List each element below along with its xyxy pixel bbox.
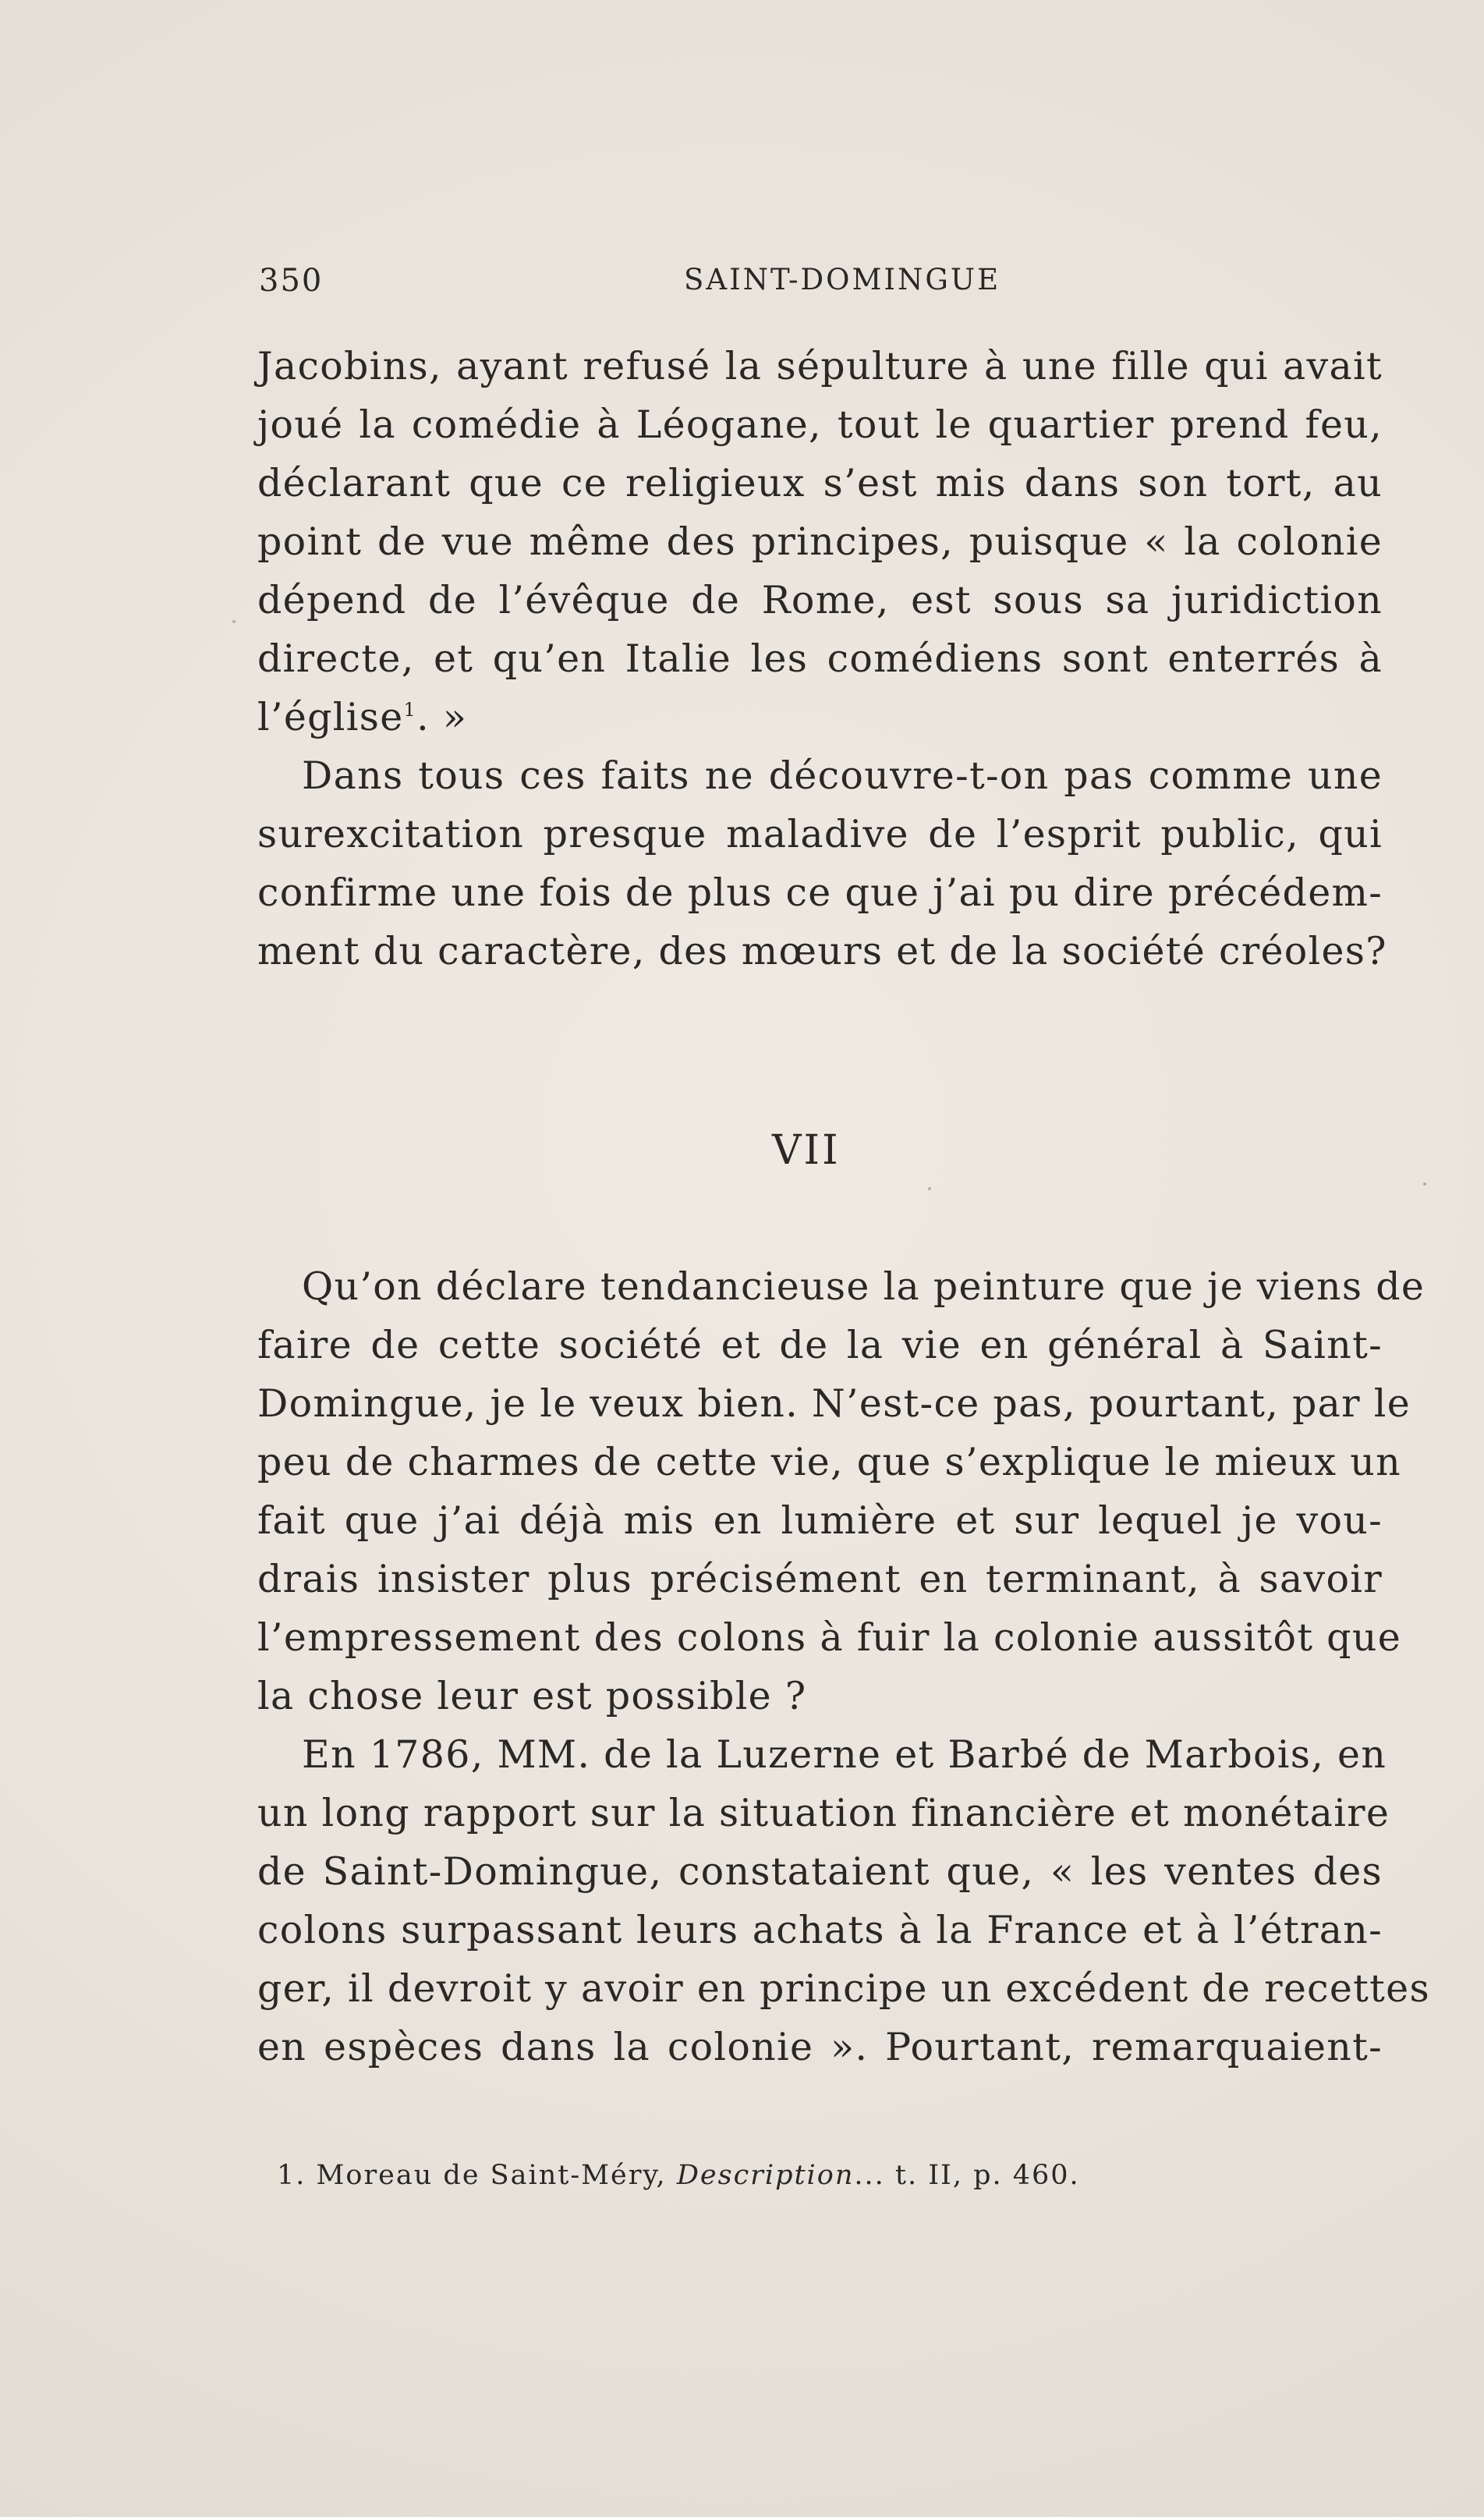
text-line: surexcitation presque maladive de l’esprit public, qui	[257, 812, 1383, 856]
text-line: point de vue même des principes, puisque « la colonie	[257, 519, 1383, 564]
footnote-citation: ... t. II, p. 460.	[854, 2160, 1080, 2191]
text-line: confirme une fois de plus ce que j’ai pu dire précédem-	[257, 870, 1383, 915]
text-line: dépend de l’évêque de Rome, est sous sa juridiction	[257, 578, 1383, 622]
page-header	[259, 263, 1382, 310]
body-text-upper	[257, 337, 1387, 980]
text-line: déclarant que ce religieux s’est mis dans son tort, au	[257, 461, 1383, 505]
footnote-title: Description	[676, 2160, 855, 2191]
body-text-lower	[257, 1257, 1430, 2076]
text-line: de Saint-Domingue, constataient que, « les ventes des	[257, 1849, 1383, 1894]
text-line: joué la comédie à Léogane, tout le quartier prend feu,	[257, 402, 1383, 447]
text-line: directe, et qu’en Italie les comédiens sont enterrés à	[257, 636, 1383, 681]
text-line: Domingue, je le veux bien. N’est-ce pas, pourtant, par le	[257, 1381, 1411, 1426]
text-line: colons surpassant leurs achats à la France et à l’étran-	[257, 1908, 1383, 1952]
section-number: VII	[772, 1127, 841, 1174]
text-line: l’empressement des colons à fuir la colonie aussitôt que	[257, 1615, 1402, 1660]
text-line: la chose leur est possible ?	[257, 1674, 807, 1718]
text-line: fait que j’ai déjà mis en lumière et sur lequel je vou-	[257, 1498, 1383, 1543]
text-line: Jacobins, ayant refusé la sépulture à une fille qui avait	[257, 344, 1383, 388]
text-fragment: . »	[416, 695, 468, 739]
text-line: un long rapport sur la situation financière et monétaire	[257, 1791, 1390, 1835]
text-fragment: l’église	[257, 695, 404, 739]
paper-speck	[928, 1187, 931, 1190]
page-number: 350	[259, 263, 324, 299]
text-line: Qu’on déclare tendancieuse la peinture que je viens de	[302, 1264, 1426, 1309]
text-line: ger, il devroit y avoir en principe un excédent de recettes	[257, 1966, 1430, 2011]
text-line: faire de cette société et de la vie en général à Saint-	[257, 1323, 1383, 1367]
text-line: Dans tous ces faits ne découvre-t-on pas comme une	[302, 753, 1383, 798]
footnote-reference: 1	[403, 699, 417, 721]
paper-speck	[1423, 1182, 1426, 1186]
footnote-number: 1.	[277, 2160, 306, 2191]
footnote	[277, 2160, 1080, 2191]
text-line: peu de charmes de cette vie, que s’explique le mieux un	[257, 1440, 1401, 1484]
text-line: ment du caractère, des mœurs et de la société créoles?	[257, 929, 1387, 973]
text-line: En 1786, MM. de la Luzerne et Barbé de Marbois, en	[302, 1732, 1387, 1777]
text-line: en espèces dans la colonie ». Pourtant, remarquaient-	[257, 2025, 1383, 2069]
text-line: drais insister plus précisément en terminant, à savoir	[257, 1557, 1383, 1601]
paper-speck	[232, 620, 236, 623]
running-title: SAINT-DOMINGUE	[684, 263, 1001, 296]
text-line-with-footnote	[257, 688, 1383, 746]
footnote-author: Moreau de Saint-Méry,	[316, 2160, 667, 2191]
